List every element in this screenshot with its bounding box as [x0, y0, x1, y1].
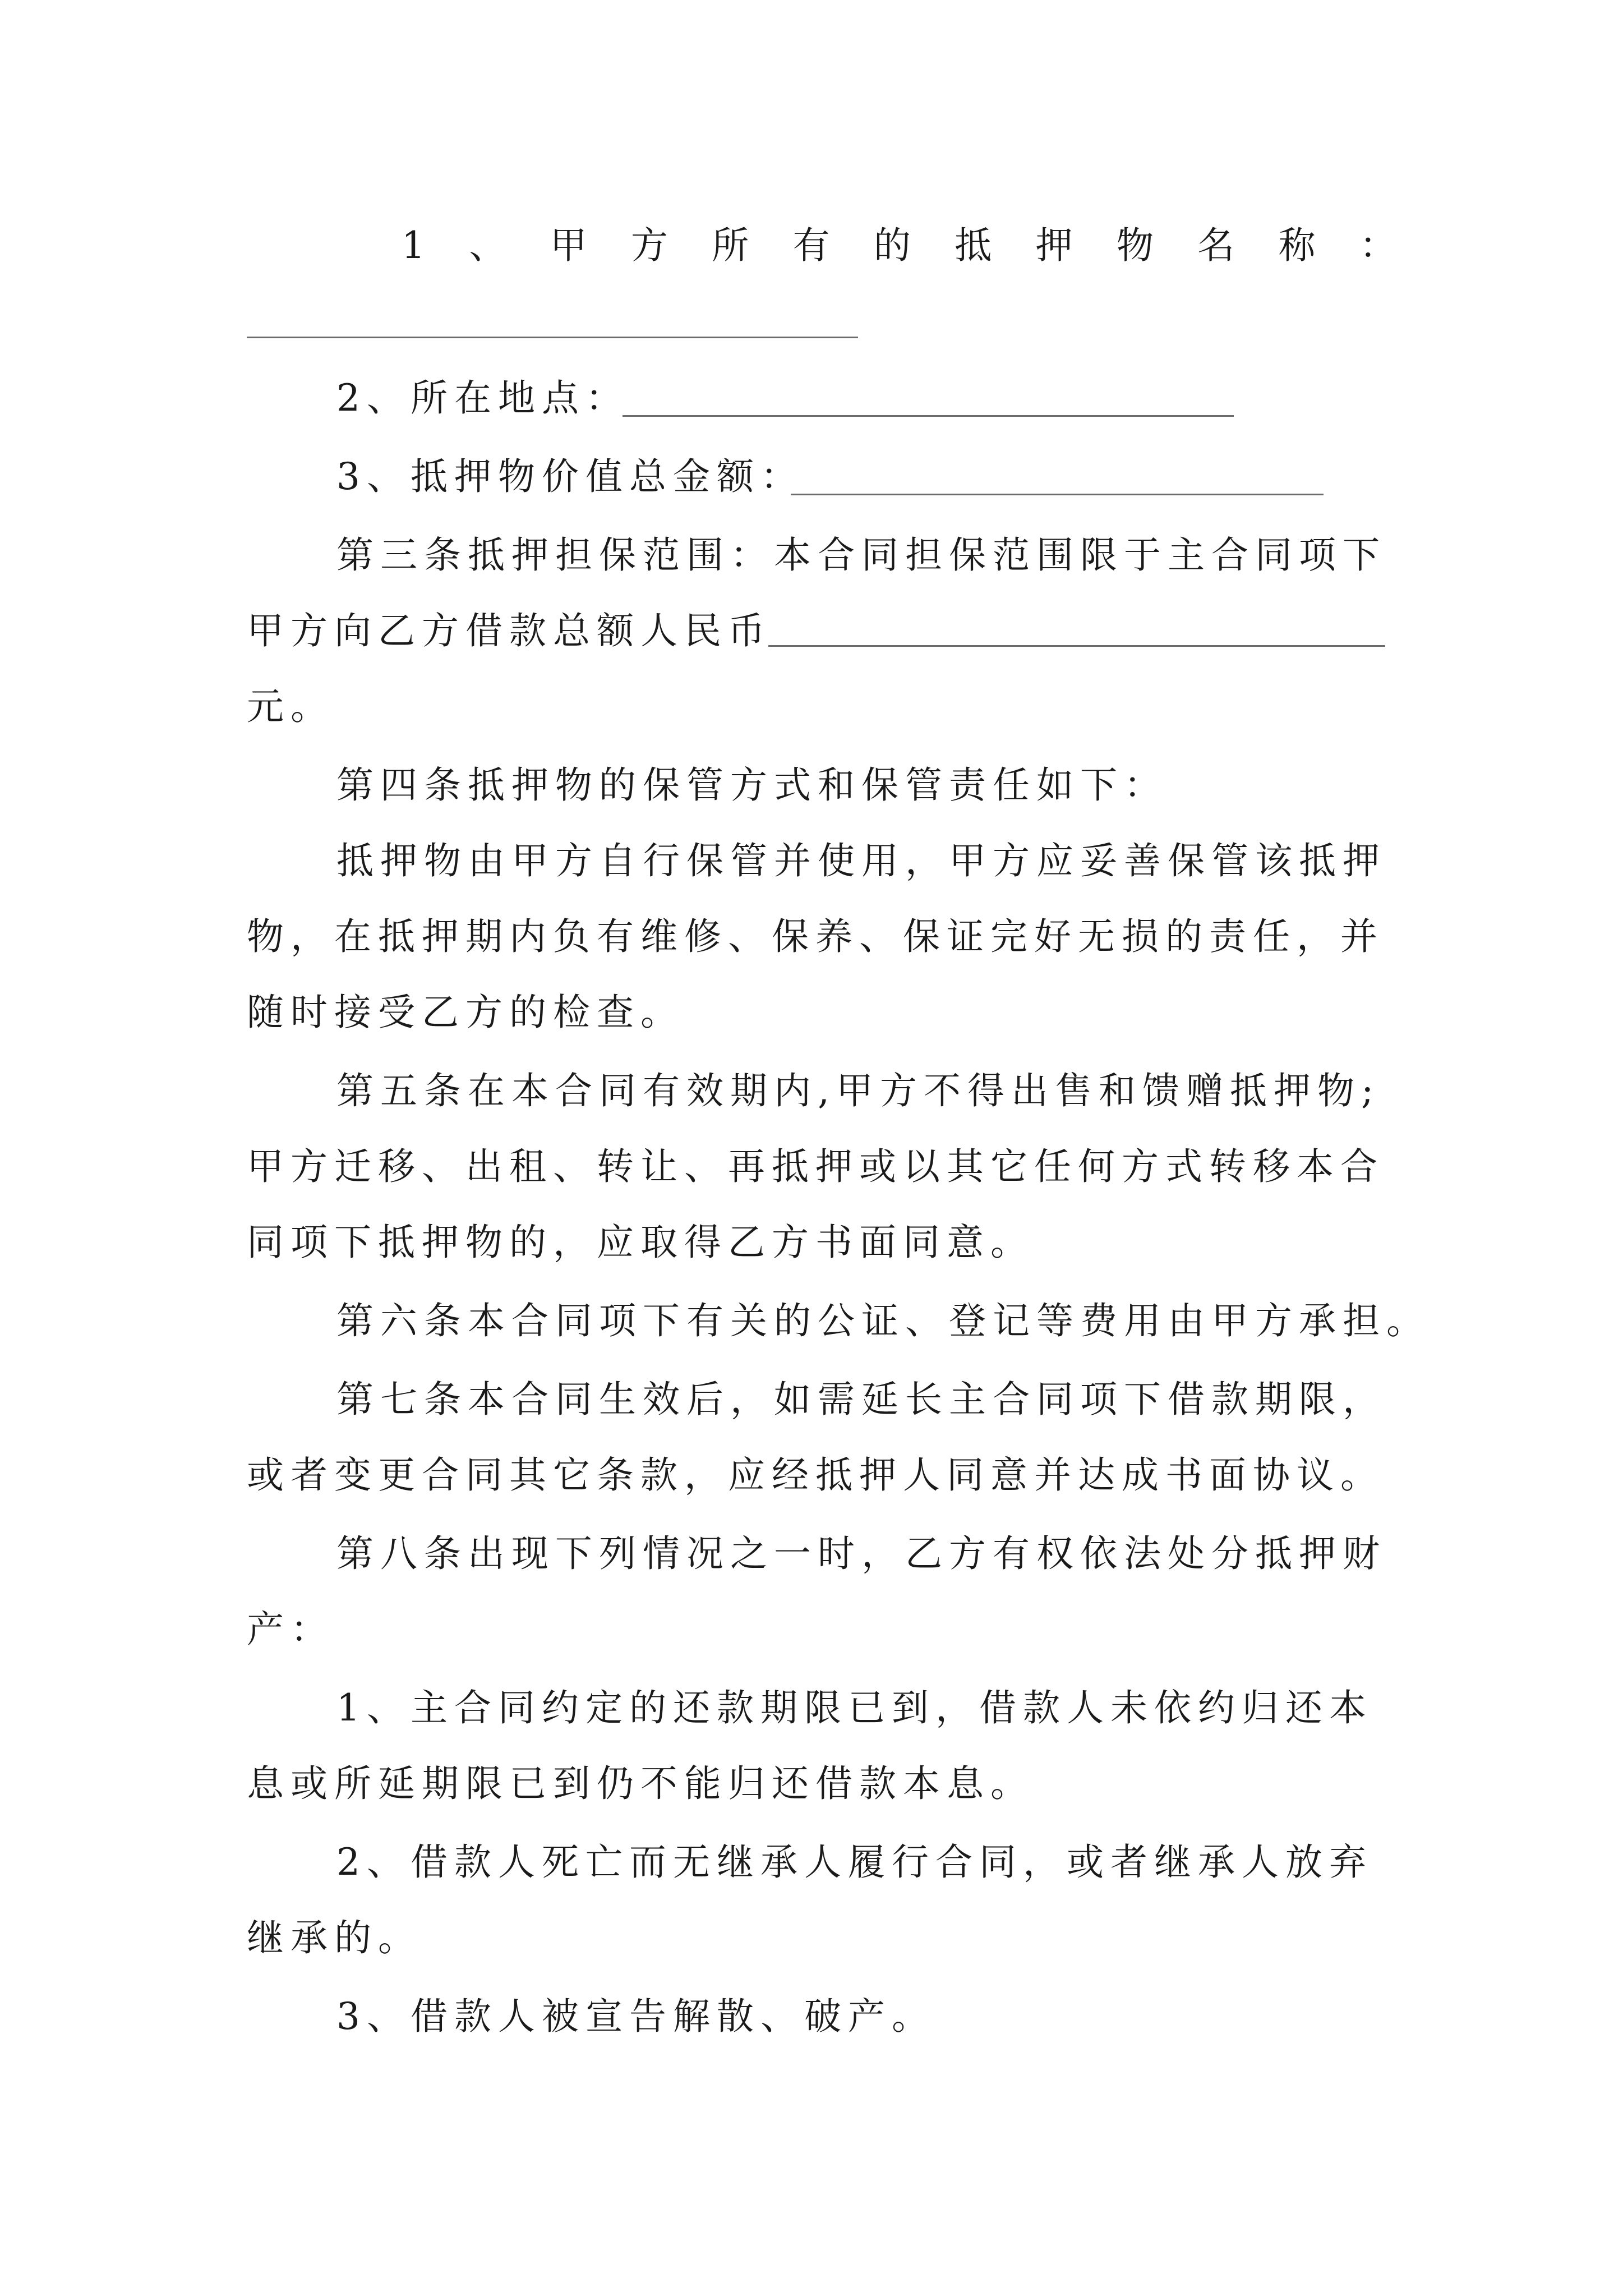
item-1-char: 有: [792, 224, 830, 267]
art-3-line-1: 第三条抵押担保范围：本合同担保范围限于主合同项下: [336, 533, 1386, 577]
art-8-clause-2-line-1: 2、借款人死亡而无继承人履行合同，或者继承人放弃: [336, 1841, 1373, 1884]
item-3-blank: [791, 494, 1324, 495]
item-1-char: 押: [1035, 224, 1073, 267]
item-1-blank: [247, 337, 858, 338]
item-1-char: 称: [1278, 224, 1316, 267]
art-5-line-3: 同项下抵押物的，应取得乙方书面同意。: [247, 1221, 1034, 1264]
art-4-line-4: 随时接受乙方的检查。: [247, 991, 684, 1034]
art-5-line-1: 第五条在本合同有效期内,甲方不得出售和馈赠抵押物;: [336, 1069, 1381, 1112]
art-3-line-2: [247, 597, 1402, 665]
item-1-char: 的: [873, 224, 911, 267]
item-2-label: 2、所在地点：: [336, 376, 629, 420]
art-3-line-3: 元。: [247, 685, 334, 728]
art-7-line-2: 或者变更合同其它条款，应经抵押人同意并达成书面协议。: [247, 1453, 1384, 1497]
art-8-clause-1-line-2: 息或所延期限已到仍不能归还借款本息。: [247, 1762, 1034, 1805]
art-4-line-2: 抵押物由甲方自行保管并使用，甲方应妥善保管该抵押: [336, 839, 1386, 882]
art-4-line-3: 物，在抵押期内负有维修、保养、保证完好无损的责任，并: [247, 915, 1384, 958]
art-3-blank: [768, 645, 1385, 647]
item-1-char: 抵: [955, 224, 992, 267]
art-8-line-1: 第八条出现下列情况之一时，乙方有权依法处分抵押财: [336, 1532, 1386, 1575]
item-3-line: [336, 443, 1402, 510]
art-8-clause-3-line-1: 3、借款人被宣告解散、破产。: [336, 1995, 935, 2038]
item-3-label: 3、抵押物价值总金额：: [336, 455, 804, 498]
item-1-char: 方: [630, 224, 668, 267]
item-1-heading: [402, 212, 1396, 279]
art-3-line-2-text: 甲方向乙方借款总额人民币: [247, 609, 772, 652]
item-1-char: 1: [402, 224, 425, 267]
art-8-line-2: 产：: [247, 1608, 334, 1651]
art-8-clause-2-line-2: 继承的。: [247, 1916, 422, 1959]
item-1-char: ：: [1359, 224, 1396, 267]
art-6-line-1: 第六条本合同项下有关的公证、登记等费用由甲方承担。: [336, 1299, 1430, 1342]
art-5-line-2: 甲方迁移、出租、转让、再抵押或以其它任何方式转移本合: [247, 1145, 1384, 1188]
art-4-line-1: 第四条抵押物的保管方式和保管责任如下：: [336, 763, 1168, 807]
item-1-char: 甲: [550, 224, 587, 267]
item-1-char: 所: [712, 224, 749, 267]
item-1-char: 、: [469, 224, 506, 267]
item-1-char: 物: [1116, 224, 1154, 267]
art-7-line-1: 第七条本合同生效后，如需延长主合同项下借款期限，: [336, 1378, 1386, 1421]
item-2-blank: [623, 415, 1234, 417]
art-8-clause-1-line-1: 1、主合同约定的还款期限已到，借款人未依约归还本: [336, 1686, 1373, 1729]
item-1-char: 名: [1197, 224, 1235, 267]
item-2-line: [336, 365, 1402, 432]
